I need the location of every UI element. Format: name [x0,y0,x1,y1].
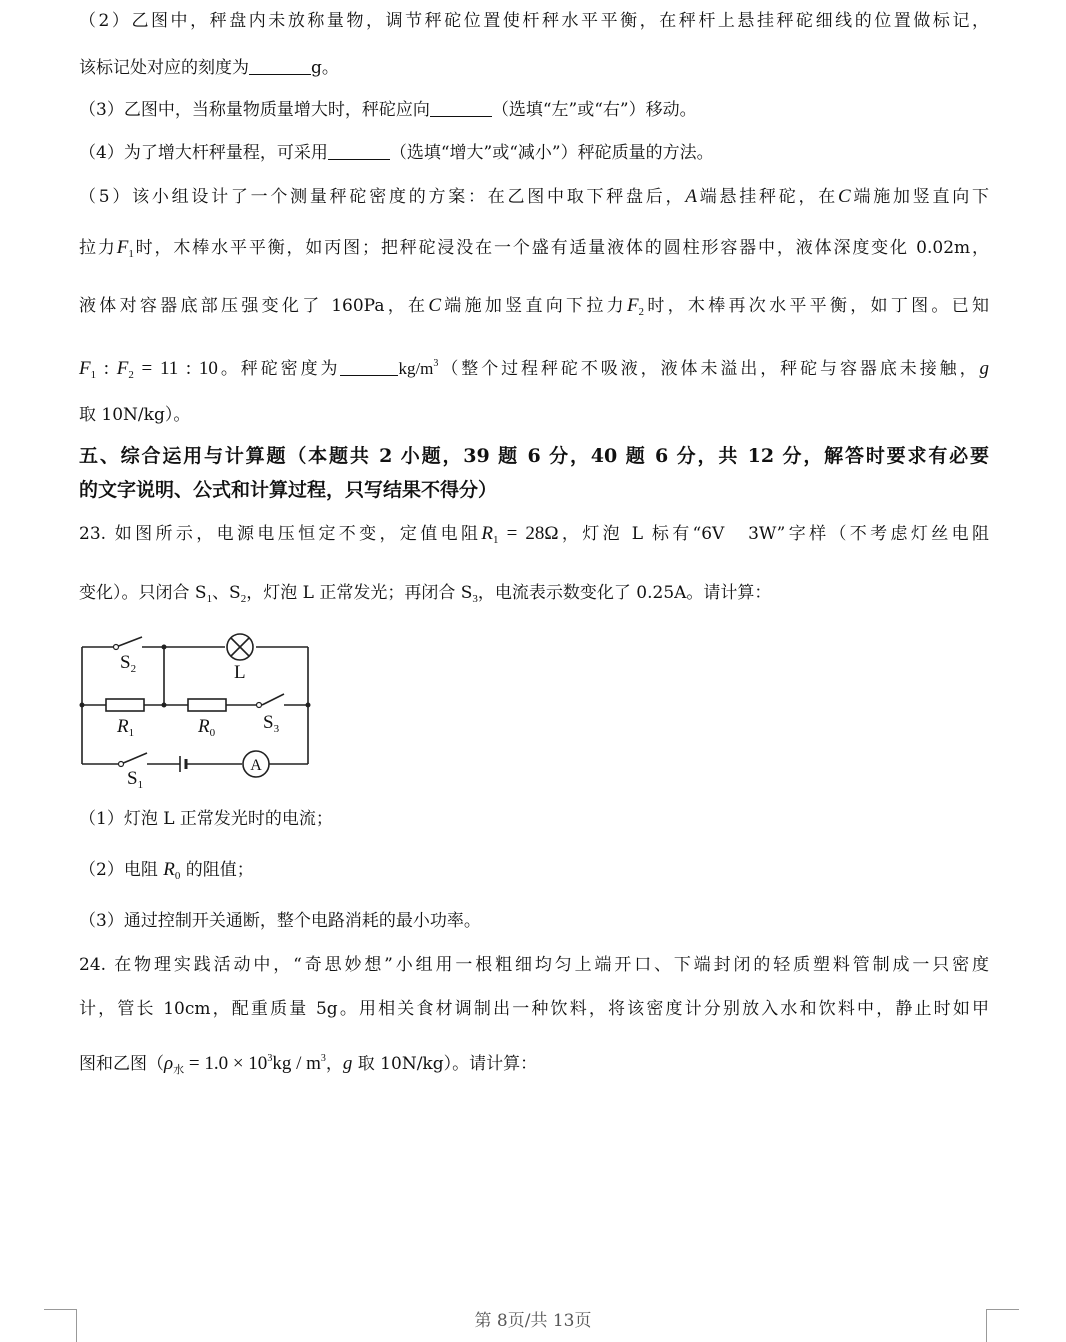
text: ，灯泡 L 标有“6V 3W”字样（不考虑灯丝电阻 [558,524,989,544]
resistance-value: = 28Ω [498,523,559,544]
text: 变化）。只闭合 S [79,583,207,603]
q22-part5-line3 [79,295,989,323]
q22-part5-line5: 取 10N/kg）。 [79,405,191,425]
subscript: 1 [492,534,499,546]
text: ，电流表示数变化了 0.25A。请计算： [477,583,772,603]
q22-part2-line2 [79,57,989,79]
ratio-colon: : [96,358,117,379]
subscript: 水 [173,1064,185,1076]
point-c-label: C [838,186,851,207]
switch-s2-blade [116,637,142,647]
unit-text: kg/m [398,359,434,378]
q22-part5-line2 [79,237,989,265]
text: 端悬挂秤砣，在 [696,187,839,207]
q23-stem-line1 [79,523,989,551]
unit-text: kg / m [272,1053,321,1074]
text: ， [325,1054,343,1074]
force-f2: F [626,295,639,316]
text: （整个过程秤砣不吸液，液体未溢出，秤砣与容器底未接触， [438,359,980,379]
q22-part4-text: （4）为了增大杆秤量程，可采用 [79,143,328,163]
answer-blank[interactable] [340,359,398,376]
q23-sub1: （1）灯泡 L 正常发光时的电流； [79,809,333,829]
q22-part5-line1 [79,186,989,208]
point-c-label: C [428,295,442,316]
gravity-symbol: g [342,1053,353,1074]
label-s3: $S_3$ [263,712,280,735]
label-r1: $R_1$ [117,716,135,739]
text: 端施加竖直向下 [850,187,990,207]
superscript: 3 [267,1053,273,1064]
text: 端施加竖直向下拉力 [441,296,627,316]
text: 时，木棒水平平衡，如丙图；把秤砣浸没在一个盛有适量液体的圆柱形容器中，液体深度变化 0.02m， [133,238,989,258]
switch-s3-blade [262,694,284,705]
text: （5）该小组设计了一个测量秤砣密度的方案：在乙图中取下秤盘后， [79,187,686,207]
label-lamp: L [234,662,246,683]
subscript: 1 [90,369,97,381]
q24-stem-line3 [79,1048,989,1081]
text: 23. 如图所示，电源电压恒定不变，定值电阻 [79,524,482,544]
density-symbol: ρ [164,1053,174,1074]
text: 的阻值； [185,860,254,880]
answer-blank[interactable] [249,58,311,75]
q24-stem-line1: 24. 在物理实践活动中，“奇思妙想”小组用一根粗细均匀上端开口、下端封闭的轻质塑料管制成一只密度 [79,955,989,975]
resistor-r1 [106,699,144,711]
q22-part5-line4 [79,353,989,386]
subscript: 2 [638,306,645,318]
answer-blank[interactable] [328,143,390,160]
force-f1: F [116,237,129,258]
subscript: 1 [128,248,134,260]
force-f2: F [116,358,129,379]
subscript: 2 [128,369,134,381]
subscript: 1 [206,593,213,605]
text: 液体对容器底部压强变化了 160Pa，在 [79,296,429,316]
text: 拉力 [79,238,117,258]
label-s2: $S_2$ [120,652,137,675]
q23-stem-line2 [79,582,989,610]
text: 、S [212,583,241,603]
force-f1: F [79,358,91,379]
resistor-r0 [188,699,226,711]
point-a-label: A [685,186,697,207]
text: 时，木棒再次水平平衡，如丁图。已知 [644,296,990,316]
q22-part4 [79,142,989,164]
unit-text: g。 [311,58,339,78]
section-heading-line2: 的文字说明、公式和计算过程，只写结果不得分） [79,479,498,501]
section-heading-line1: 五、综合运用与计算题（本题共 2 小题，39 题 6 分，40 题 6 分，共 12 分，解答时要求有必要 [79,445,989,467]
text: （2）电阻 [79,860,158,880]
text: ，灯泡 L 正常发光；再闭合 S [246,583,473,603]
label-s1: $S_1$ [127,768,144,791]
superscript: 3 [320,1053,326,1064]
q22-part2-text: 该标记处对应的刻度为 [79,58,249,78]
gravity-symbol: g [979,358,990,379]
resistor-symbol: R [163,859,175,880]
label-ammeter: A [250,757,262,774]
text: 。秤砣密度为 [217,359,341,379]
density-value: = 1.0 × 10 [184,1053,268,1074]
text: 取 10N/kg）。请计算： [357,1054,538,1074]
page-number: 第 8页/共 13页 [474,1311,592,1331]
answer-blank[interactable] [430,100,492,117]
resistor-symbol: R [481,523,493,544]
ratio-value: = 11 : 10 [133,358,218,379]
q22-part3-text: （3）乙图中，当称量物质量增大时，秤砣应向 [79,100,430,120]
q22-part3-text-end: （选填“左”或“右”）移动。 [491,100,697,120]
q24-stem-line2: 计，管长 10cm，配重质量 5g。用相关食材调制出一种饮料，将该密度计分别放入水和饮料中，静止时如甲 [79,999,989,1019]
subscript: 3 [472,593,478,605]
q22-part4-text-end: （选填“增大”或“减小”）秤砣质量的方法。 [389,143,714,163]
subscript: 0 [174,870,181,882]
q23-sub3: （3）通过控制开关通断，整个电路消耗的最小功率。 [79,911,481,931]
circuit-diagram [70,628,330,793]
switch-s1-blade [121,753,147,764]
label-r0: $R_0$ [198,716,216,739]
superscript: 3 [433,358,439,369]
q22-part3 [79,99,989,121]
subscript: 2 [240,593,247,605]
text: 图和乙图（ [79,1054,164,1074]
q22-part2-line1: （2）乙图中，秤盘内未放称量物，调节秤砣位置使杆秤水平平衡，在秤杆上悬挂秤砣细线的位置做标记， [79,11,989,31]
q23-sub2 [79,859,989,887]
